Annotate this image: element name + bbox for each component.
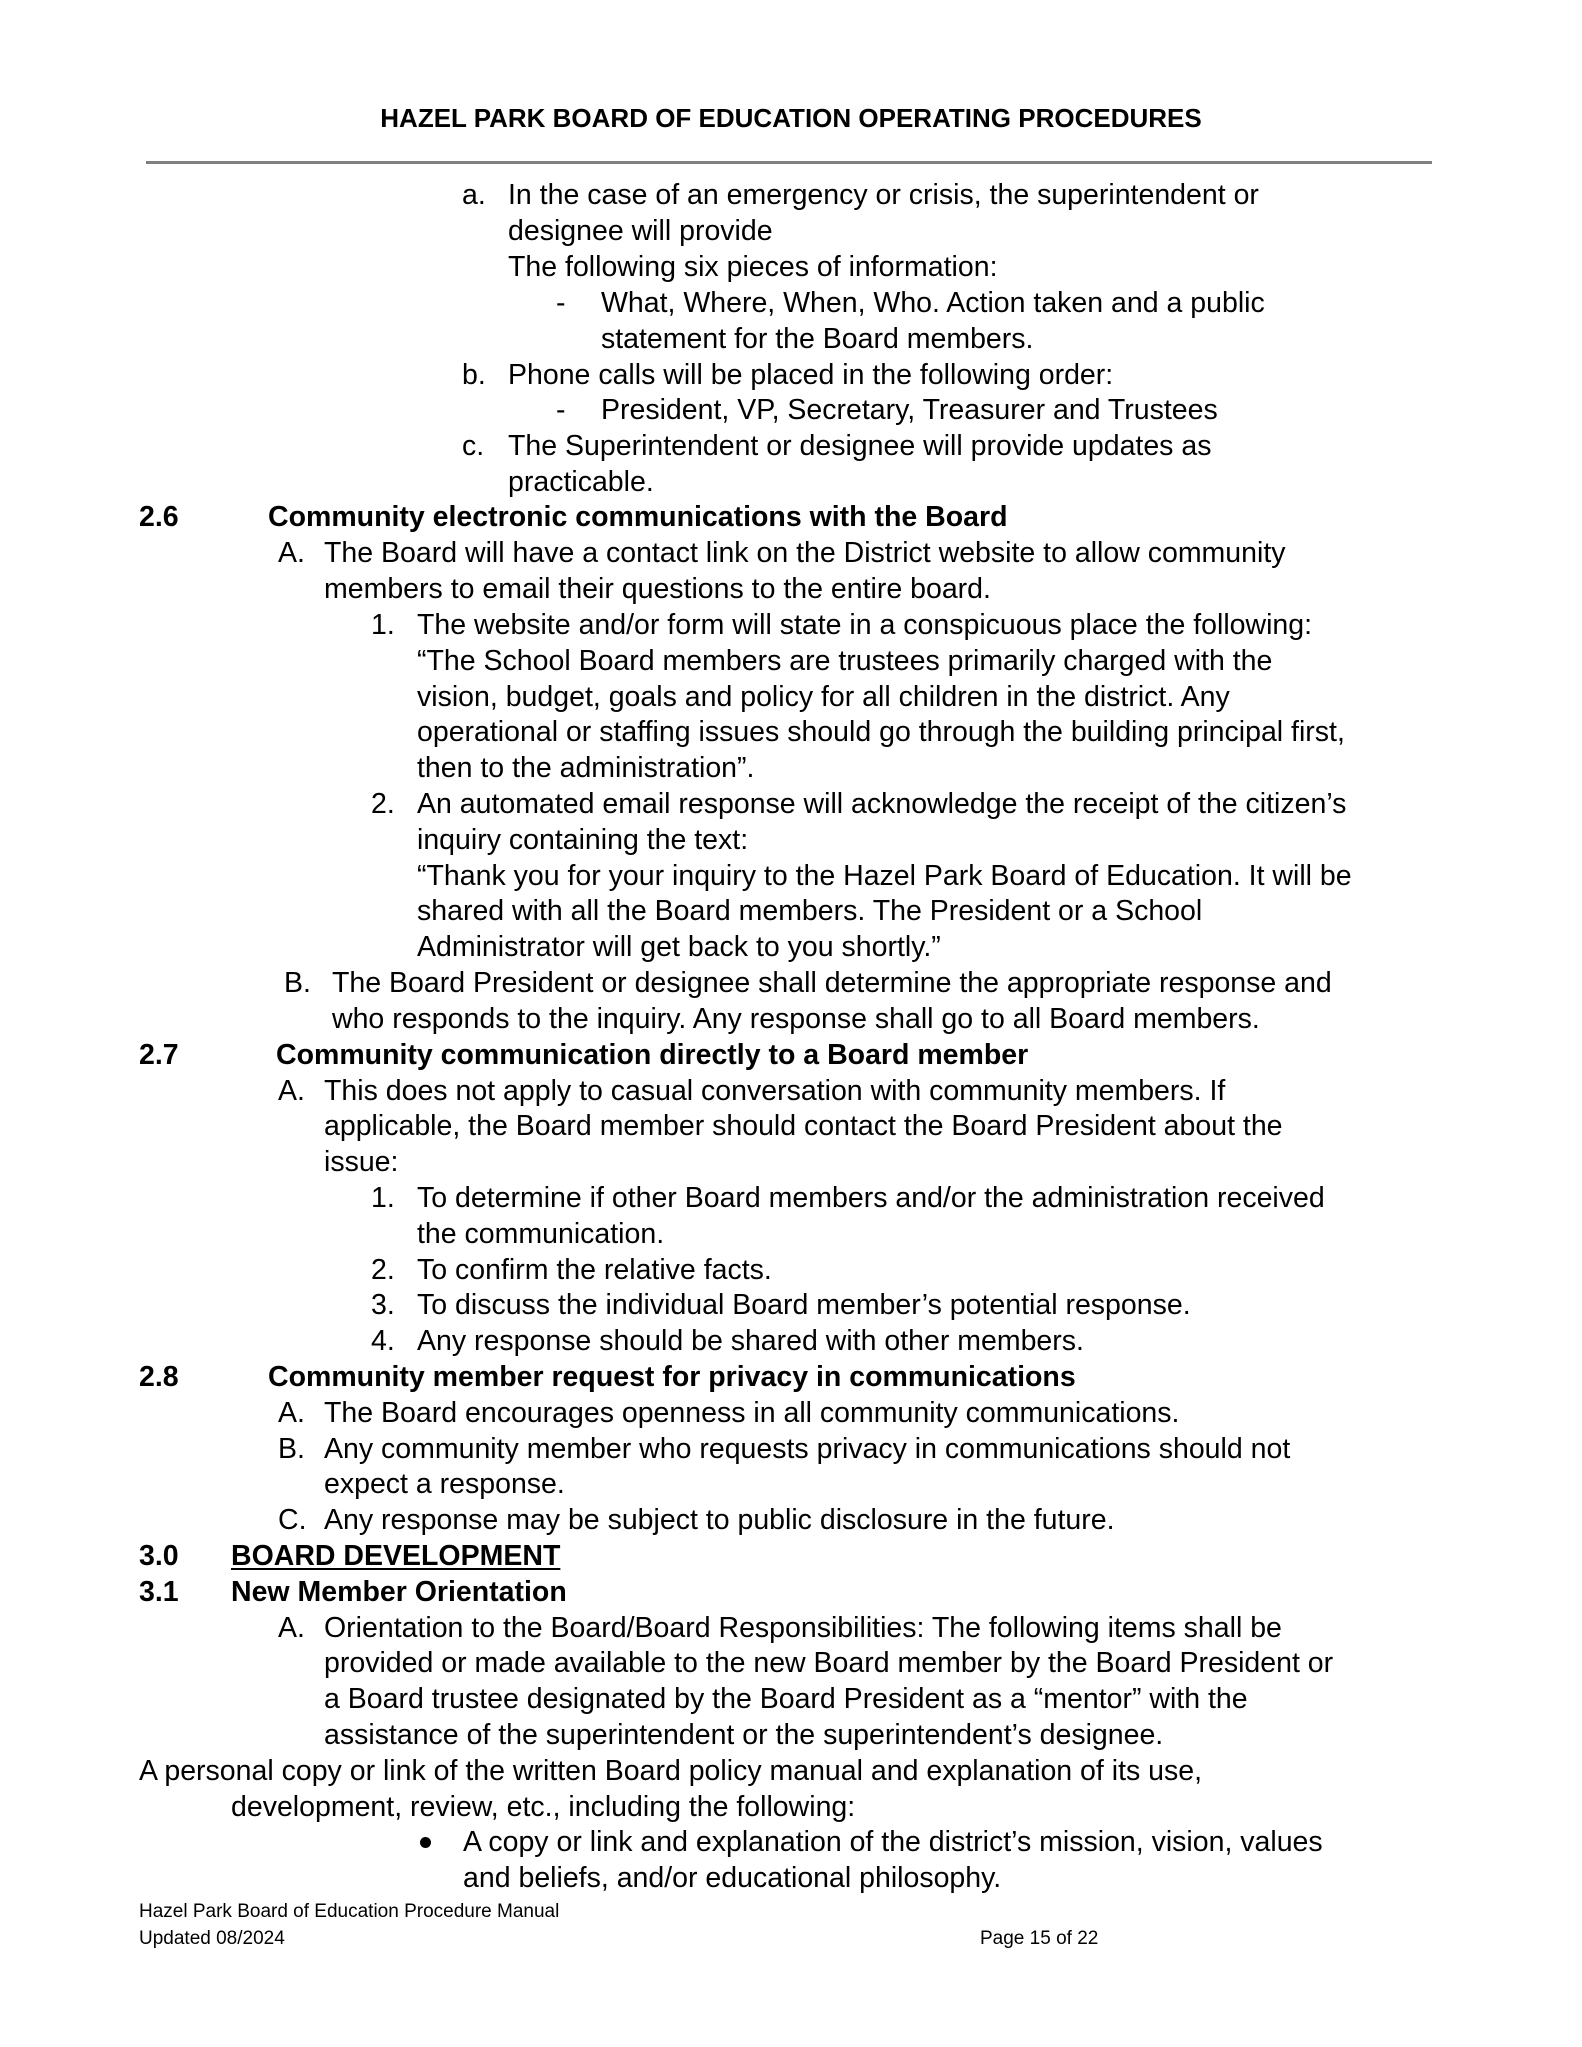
list-item-text: To determine if other Board members and/or the administration received — [417, 1182, 1325, 1214]
list-item-text: Orientation to the Board/Board Responsibilities: The following items shall be — [324, 1612, 1282, 1644]
list-item-text: The Board encourages openness in all community communications. — [324, 1397, 1180, 1429]
section-number: 2.6 — [139, 501, 179, 533]
list-marker: B. — [278, 1433, 305, 1465]
list-marker: a. — [462, 179, 486, 211]
list-marker: A. — [278, 1397, 305, 1429]
list-marker: c. — [462, 430, 485, 462]
list-item-text: Phone calls will be placed in the following order: — [508, 359, 1114, 391]
list-marker: 4. — [371, 1325, 395, 1357]
list-item-text: practicable. — [508, 466, 654, 498]
section-number: 2.8 — [139, 1361, 179, 1393]
quote-text: operational or staffing issues should go through the building principal first, — [417, 716, 1345, 748]
section-number: 3.0 — [139, 1540, 179, 1572]
list-item-text: assistance of the superintendent or the superintendent’s designee. — [324, 1719, 1164, 1751]
dash-marker: - — [556, 287, 566, 319]
chapter-heading: BOARD DEVELOPMENT — [231, 1540, 561, 1572]
list-item-text: The Superintendent or designee will provide updates as — [508, 430, 1212, 462]
list-marker: A. — [278, 1612, 305, 1644]
section-heading: Community electronic communications with the Board — [268, 501, 1008, 533]
document-title: HAZEL PARK BOARD OF EDUCATION OPERATING PROCEDURES — [380, 103, 1202, 133]
list-item-text: applicable, the Board member should contact the Board President about the — [324, 1110, 1283, 1142]
section-number: 2.7 — [139, 1039, 179, 1071]
quote-text: “The School Board members are trustees primarily charged with the — [417, 645, 1273, 677]
list-item-text: In the case of an emergency or crisis, the superintendent or — [508, 179, 1259, 211]
section-heading: Community communication directly to a Board member — [276, 1039, 1029, 1071]
list-item-text: This does not apply to casual conversation with community members. If — [324, 1075, 1226, 1107]
paragraph-text: A personal copy or link of the written Board policy manual and explanation of its use, — [139, 1755, 1203, 1787]
section-heading: Community member request for privacy in communications — [268, 1361, 1076, 1393]
list-item-text: Any response should be shared with other members. — [417, 1325, 1084, 1357]
list-marker: 1. — [371, 609, 395, 641]
bullet-icon — [420, 1824, 440, 1860]
list-marker: C. — [278, 1504, 307, 1536]
list-item-text: the communication. — [417, 1218, 665, 1250]
footer-manual-name: Hazel Park Board of Education Procedure Manual — [139, 1901, 560, 1922]
list-item-text: A copy or link and explanation of the district’s mission, vision, values — [463, 1826, 1323, 1858]
list-item-text: The Board President or designee shall determine the appropriate response and — [332, 967, 1332, 999]
list-item-text: who responds to the inquiry. Any response shall go to all Board members. — [332, 1003, 1260, 1035]
list-marker: 3. — [371, 1289, 395, 1321]
list-item-text: Any community member who requests privacy in communications should not — [324, 1433, 1291, 1465]
quote-text: then to the administration”. — [417, 752, 755, 784]
list-marker: 2. — [371, 788, 395, 820]
list-item-text: What, Where, When, Who. Action taken and a public — [601, 287, 1265, 319]
list-marker: 1. — [371, 1182, 395, 1214]
quote-text: shared with all the Board members. The President or a School — [417, 895, 1203, 927]
list-marker: B. — [284, 967, 311, 999]
list-item-text: President, VP, Secretary, Treasurer and Trustees — [601, 394, 1218, 426]
list-marker: 2. — [371, 1254, 395, 1286]
list-item-text: expect a response. — [324, 1468, 565, 1500]
list-item-text: inquiry containing the text: — [417, 824, 749, 856]
list-marker: A. — [278, 537, 305, 569]
list-item-text: members to email their questions to the entire board. — [324, 573, 991, 605]
list-item-text: issue: — [324, 1146, 399, 1178]
list-item-text: To discuss the individual Board member’s potential response. — [417, 1289, 1191, 1321]
list-item-text: The Board will have a contact link on the District website to allow community — [324, 537, 1286, 569]
list-item-text: a Board trustee designated by the Board President as a “mentor” with the — [324, 1683, 1248, 1715]
section-number: 3.1 — [139, 1576, 179, 1608]
list-item-text: The website and/or form will state in a conspicuous place the following: — [417, 609, 1313, 641]
list-item-text: Any response may be subject to public disclosure in the future. — [324, 1504, 1115, 1536]
paragraph-text: development, review, etc., including the following: — [231, 1791, 856, 1823]
quote-text: Administrator will get back to you shortly.” — [417, 931, 941, 963]
footer-page-number: Page 15 of 22 — [980, 1928, 1099, 1949]
quote-text: vision, budget, goals and policy for all children in the district. Any — [417, 681, 1230, 713]
dash-marker: - — [556, 394, 566, 426]
list-marker: A. — [278, 1075, 305, 1107]
list-item-text: To confirm the relative facts. — [417, 1254, 772, 1286]
list-item-text: The following six pieces of information: — [508, 251, 998, 283]
quote-text: “Thank you for your inquiry to the Hazel Park Board of Education. It will be — [417, 860, 1352, 892]
section-heading: New Member Orientation — [231, 1576, 567, 1608]
list-item-text: provided or made available to the new Board member by the Board President or — [324, 1647, 1334, 1679]
list-item-text: designee will provide — [508, 215, 773, 247]
list-item-text: and beliefs, and/or educational philosophy. — [463, 1862, 1002, 1894]
header-divider — [146, 161, 1432, 164]
list-marker: b. — [462, 359, 486, 391]
list-item-text: An automated email response will acknowledge the receipt of the citizen’s — [417, 788, 1347, 820]
footer-updated-date: Updated 08/2024 — [139, 1928, 285, 1949]
list-item-text: statement for the Board members. — [601, 323, 1034, 355]
